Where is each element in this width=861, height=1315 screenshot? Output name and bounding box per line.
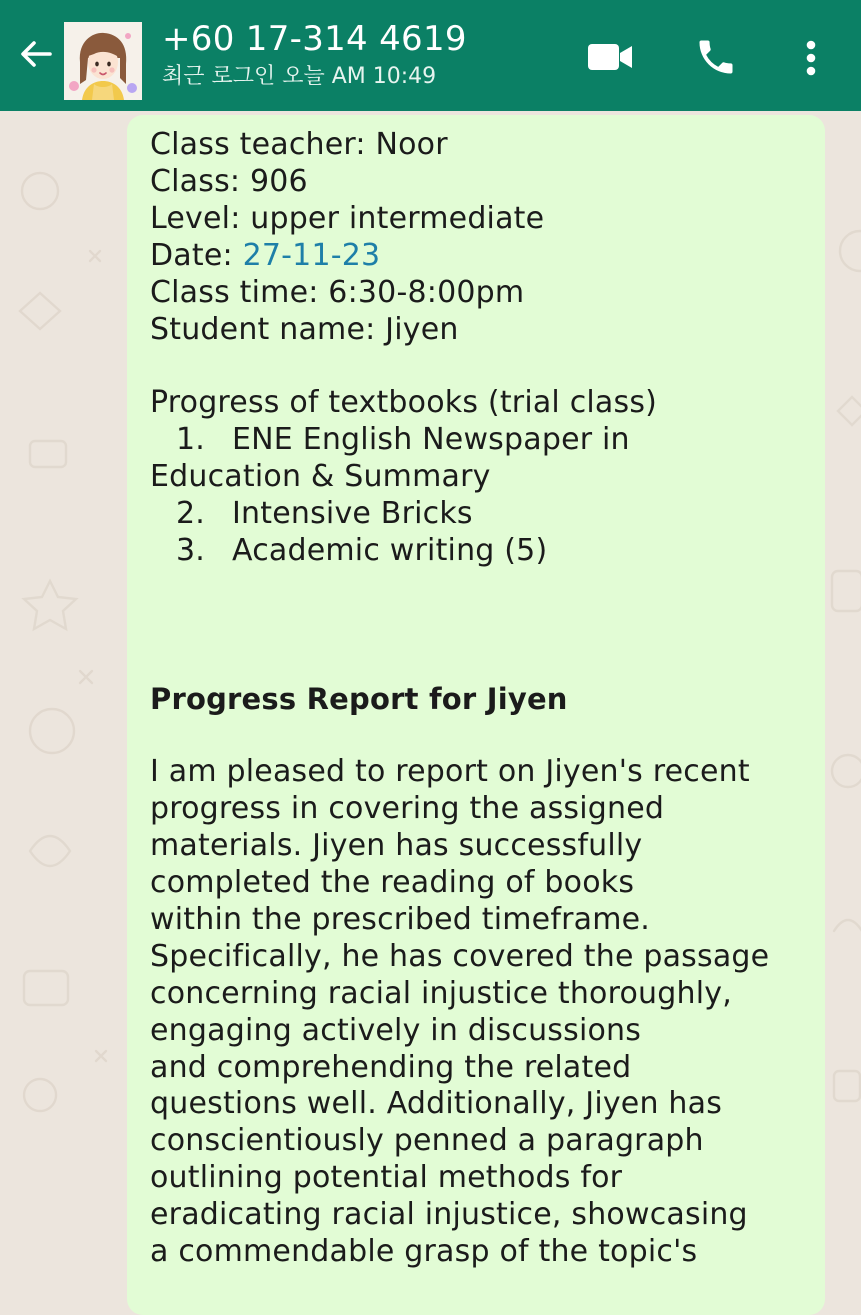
report-line: completed the reading of books <box>150 865 635 901</box>
class-line: Class: 906 <box>150 163 308 199</box>
profile-avatar-illustration <box>64 22 142 100</box>
report-line: progress in covering the assigned <box>150 791 665 827</box>
message-bubble[interactable] <box>127 115 825 1315</box>
textbook-item: 3. Academic writing (5) <box>150 533 825 570</box>
list-number: 1. <box>176 422 206 458</box>
blank-line <box>150 717 825 754</box>
blank-line <box>150 644 825 681</box>
textbook-item: 1. ENE English Newspaper in <box>150 422 825 459</box>
back-button[interactable] <box>14 32 58 76</box>
avatar[interactable] <box>64 22 142 100</box>
phone-icon <box>694 35 738 79</box>
blank-line <box>150 348 825 385</box>
student-name-value: Jiyen <box>385 311 459 347</box>
list-number: 2. <box>176 496 206 532</box>
textbook-item-continuation: Education & Summary <box>150 459 491 495</box>
class-time-line: Class time: 6:30-8:00pm <box>150 274 525 310</box>
report-line: a commendable grasp of the topic's <box>150 1234 698 1270</box>
contact-name[interactable]: +60 17-314 4619 <box>162 19 467 59</box>
report-line: I am pleased to report on Jiyen's recent <box>150 754 750 790</box>
level-line: Level: upper intermediate <box>150 200 545 236</box>
textbook-item: 2. Intensive Bricks <box>150 496 825 533</box>
textbooks-heading: Progress of textbooks (trial class) <box>150 385 658 421</box>
report-line: questions well. Additionally, Jiyen has <box>150 1086 723 1122</box>
report-line: engaging actively in discussions <box>150 1012 642 1048</box>
video-call-button[interactable] <box>582 32 638 82</box>
more-options-button[interactable] <box>792 32 830 82</box>
more-vertical-icon <box>805 37 817 77</box>
report-line: within the prescribed timeframe. <box>150 901 651 937</box>
report-line: and comprehending the related <box>150 1049 632 1085</box>
class-teacher-line: Class teacher: Noor <box>150 127 448 162</box>
video-camera-icon <box>586 41 634 73</box>
chat-header <box>0 0 861 111</box>
level-value: upper intermediate <box>250 200 545 236</box>
voice-call-button[interactable] <box>690 32 742 82</box>
date-line: Date: 27-11-23 <box>150 237 381 273</box>
class-teacher-value: Noor <box>375 127 448 162</box>
blank-line <box>150 570 825 607</box>
chat-area[interactable] <box>0 111 861 1270</box>
blank-line <box>150 607 825 644</box>
report-line: eradicating racial injustice, showcasing <box>150 1197 748 1233</box>
student-name-line: Student name: Jiyen <box>150 311 459 347</box>
report-line: conscientiously penned a paragraph <box>150 1123 704 1159</box>
last-seen-status: 최근 로그인 오늘 AM 10:49 <box>162 64 437 89</box>
class-time-value: 6:30-8:00pm <box>328 274 525 310</box>
class-value: 906 <box>249 163 308 199</box>
report-line: outlining potential methods for <box>150 1160 623 1196</box>
report-line: Specifically, he has covered the passage <box>150 938 770 974</box>
date-link[interactable]: 27-11-23 <box>242 237 381 273</box>
report-title: Progress Report for Jiyen <box>150 681 568 716</box>
list-number: 3. <box>176 532 206 568</box>
report-line: materials. Jiyen has successfully <box>150 828 643 864</box>
arrow-left-icon <box>16 34 56 74</box>
report-line: concerning racial injustice thoroughly, <box>150 975 732 1011</box>
